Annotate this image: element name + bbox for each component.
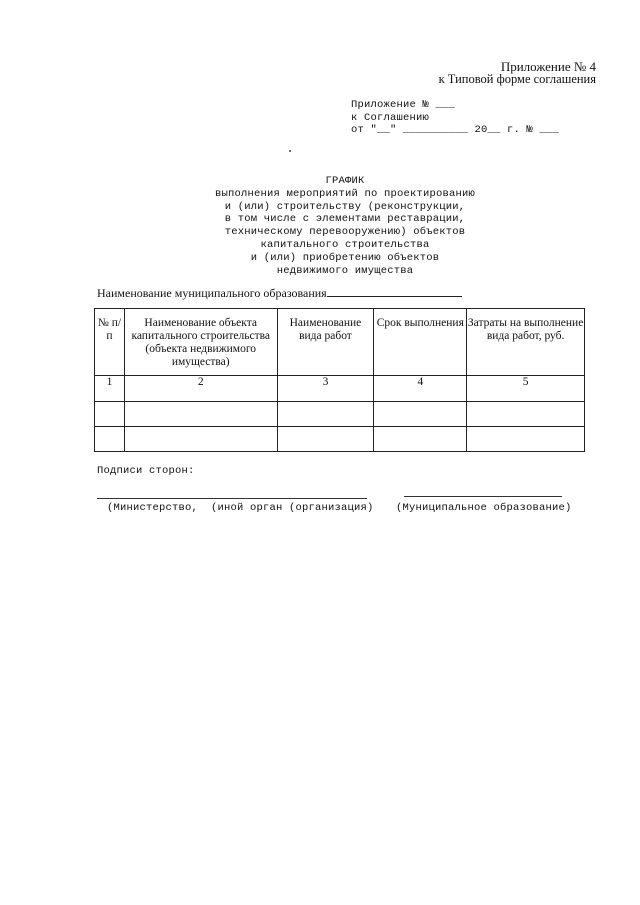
schedule-title-heading: ГРАФИК [325,175,365,187]
table-cell [124,427,277,452]
header-cell-deadline: Срок выполнения [374,309,467,376]
table-cell [95,402,125,427]
column-number-cell: 3 [277,376,374,402]
signature-line-municipality [404,496,562,497]
signature-line-ministry [97,498,367,499]
schedule-table [94,308,585,452]
table-row [95,427,585,452]
table-cell [467,427,585,452]
table-cell [277,402,374,427]
column-number-cell: 2 [124,376,277,402]
schedule-title-line: техническому перевооружению) объектов [224,226,466,239]
table-row [95,402,585,427]
signatures-label: Подписи сторон: [97,465,195,477]
schedule-title [150,175,540,277]
header-cell-number: № п/п [95,309,125,376]
schedule-title-line: в том числе с элементами реставрации, [224,213,466,226]
header-cell-object-name: Наименование объекта капитального строительства (объекта недвижимого имущества) [124,309,277,376]
municipality-blank-line [327,296,462,297]
signature-caption-municipality: (Муниципальное образование) [396,502,572,514]
agreement-reference-line: к Соглашению [351,112,430,124]
table-cell [467,402,585,427]
agreement-appendix-line: Приложение № ___ [351,99,456,111]
table-header-row [95,309,585,376]
schedule-title-line: недвижимого имущества [276,264,414,277]
table-cell [374,427,467,452]
schedule-title-line: и (или) строительству (реконструкции, [224,200,466,213]
table-cell [374,402,467,427]
column-number-cell: 1 [95,376,125,402]
table-cell [124,402,277,427]
header-cell-work-type: Наименование вида работ [277,309,374,376]
schedule-title-line: капитального строительства [260,238,430,251]
agreement-date-line: от "__" __________ 20__ г. № ___ [351,124,560,136]
scan-dot [289,150,291,152]
column-number-cell: 5 [467,376,585,402]
appendix-title: Приложение № 4 [500,59,596,74]
column-number-cell: 4 [374,376,467,402]
schedule-title-line: и (или) приобретению объектов [250,251,440,264]
header-cell-costs: Затраты на выполнение вида работ, руб. [467,309,585,376]
table-cell [95,427,125,452]
municipality-label: Наименование муниципального образования [97,286,327,300]
signature-caption-ministry: (Министерство, (иной орган (организация) [107,502,374,514]
appendix-subtitle: к Типовой форме соглашения [438,72,596,86]
schedule-title-line: выполнения мероприятий по проектированию [214,187,476,200]
column-number-row [95,376,585,402]
table-cell [277,427,374,452]
